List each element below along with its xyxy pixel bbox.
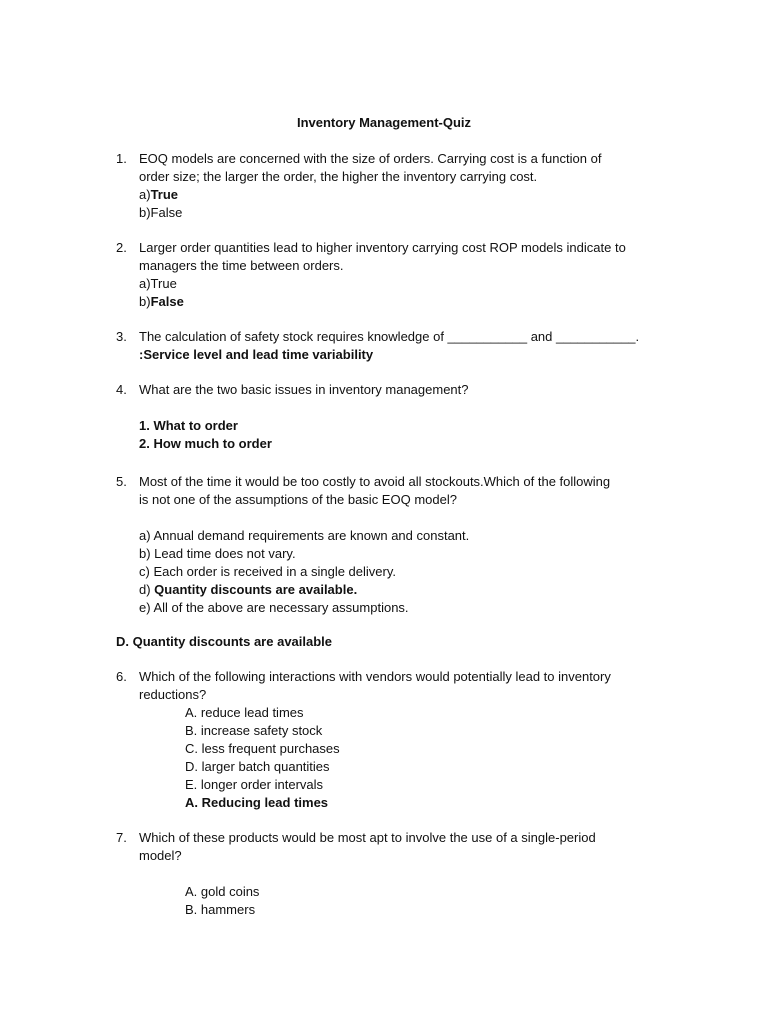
question-text-line: What are the two basic issues in inventory management? [139,382,469,397]
question-2 [116,239,676,311]
answer-text: 1. What to order [139,418,238,433]
option-b [139,293,676,311]
question-7 [116,829,676,919]
question-1 [116,150,676,222]
option-prefix: d) [139,582,155,597]
answer-text: 2. How much to order [139,436,272,451]
answer-text: A. Reducing lead times [185,795,329,810]
spacer [139,865,676,883]
option-item: C. less frequent purchases [185,741,340,756]
question-number: 5. [116,474,127,489]
question-text-line: The calculation of safety stock requires knowledge of ___________ and ___________. [139,329,640,344]
option-d [139,581,676,599]
question-3 [116,328,676,364]
option-e: e) All of the above are necessary assumptions. [139,600,409,615]
question-text-line: Which of the following interactions with vendors would potentially lead to inventory [139,669,611,684]
question-text-line: Larger order quantities lead to higher inventory carrying cost ROP models indicate to [139,240,626,255]
question-text-line: EOQ models are concerned with the size of orders. Carrying cost is a function of [139,151,602,166]
question-number: 4. [116,382,127,397]
question-text-line: is not one of the assumptions of the basic EOQ model? [139,492,457,507]
question-6 [116,668,676,812]
question-text-line: reductions? [139,687,207,702]
question-number: 7. [116,830,127,845]
option-item: B. increase safety stock [185,723,323,738]
question-number: 6. [116,669,127,684]
option-item: A. gold coins [185,884,260,899]
question-4 [116,381,676,453]
option-answer-text: Quantity discounts are available. [154,582,358,597]
page-title: Inventory Management-Quiz [296,115,472,130]
option-a [139,186,676,204]
question-5 [116,473,676,617]
option-prefix: a) [139,187,151,202]
answer-text: :Service level and lead time variability [139,347,374,362]
option-b: b)False [139,205,183,220]
option-c: c) Each order is received in a single delivery. [139,564,396,579]
option-item: D. larger batch quantities [185,759,330,774]
question-number: 3. [116,329,127,344]
option-prefix: b) [139,294,151,309]
option-b: b) Lead time does not vary. [139,546,296,561]
option-item: B. hammers [185,902,256,917]
option-answer-text: True [150,187,179,202]
spacer [139,509,676,527]
question-text-line: Which of these products would be most apt to involve the use of a single-period [139,830,596,845]
option-item: E. longer order intervals [185,777,324,792]
question-5-answer: D. Quantity discounts are available [116,634,333,649]
question-text-line: managers the time between orders. [139,258,344,273]
question-number: 1. [116,151,127,166]
option-answer-text: False [150,294,184,309]
question-text-line: model? [139,848,182,863]
spacer [139,399,676,417]
question-number: 2. [116,240,127,255]
question-text-line: Most of the time it would be too costly to avoid all stockouts.Which of the following [139,474,611,489]
option-a: a) Annual demand requirements are known and constant. [139,528,470,543]
question-text-line: order size; the larger the order, the higher the inventory carrying cost. [139,169,538,184]
option-item: A. reduce lead times [185,705,304,720]
option-a: a)True [139,276,177,291]
